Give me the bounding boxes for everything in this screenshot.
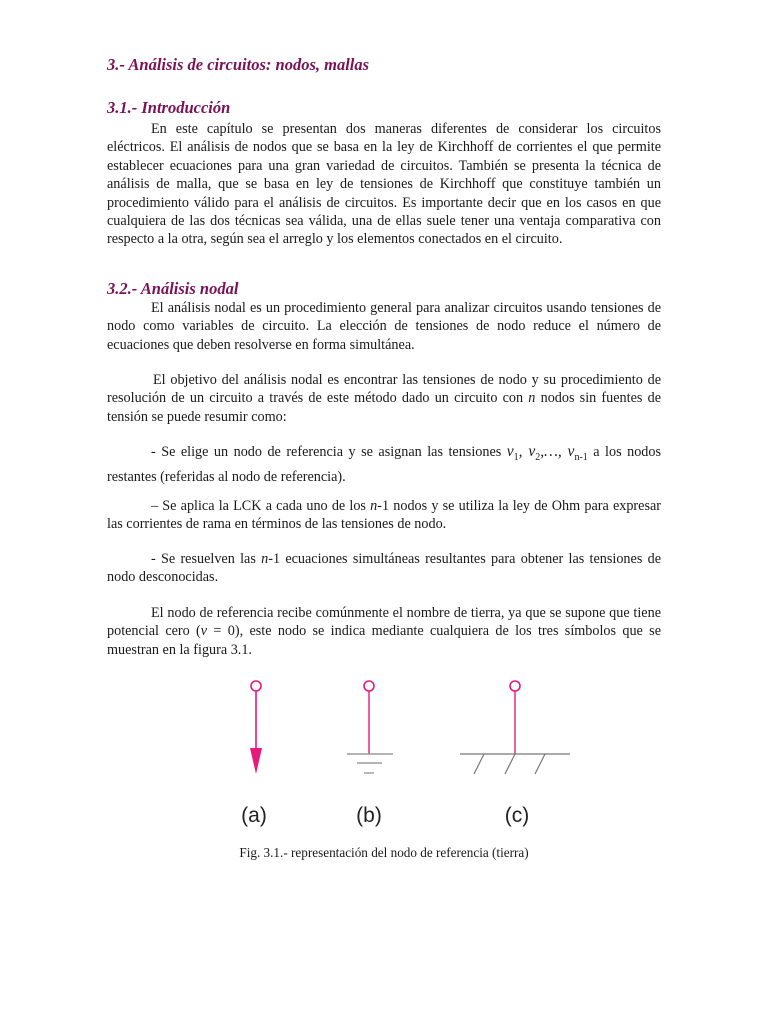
node-terminal-c xyxy=(510,681,520,691)
step-3: - Se resuelven las n-1 ecuaciones simultáneas resultantes para obtener las tensiones de nodo desconocidas. xyxy=(107,551,662,586)
paragraph-nodal-1: El análisis nodal es un procedimiento general para analizar circuitos usando tensiones de nodo como variables de circuito. La elección de tensiones de nodo reduce el número de ecuaciones que deben resolverse en forma simultánea. xyxy=(107,300,661,353)
section-title-analisis-nodal: 3.2.- Análisis nodal xyxy=(107,279,239,298)
section-title-introduccion: 3.1.- Introducción xyxy=(107,98,231,117)
node-terminal-a xyxy=(251,681,261,691)
ground-symbol-c xyxy=(460,681,570,774)
ground-symbols-figure xyxy=(238,670,578,830)
label-c: (c) xyxy=(504,804,530,827)
chapter-title: 3.- Análisis de circuitos: nodos, mallas xyxy=(107,55,370,74)
step-1: - Se elige un nodo de referencia y se asignan las tensiones $v_1$, $v_2,\dots$, $v_{n-1}$ a los nodos restantes (referidas al nodo de referencia). xyxy=(107,443,661,485)
paragraph-reference-node: El nodo de referencia recibe comúnmente el nombre de tierra, ya que se supone que tiene potencial cero (v = 0), este nodo se indica mediante cualquiera de los tres símbolos que se muestran en la figura 3.1. xyxy=(107,605,661,658)
paragraph-nodal-2: El objetivo del análisis nodal es encontrar las tensiones de nodo y su procedimiento de resolución de un circuito a través de este método dado un circuito con n nodos sin fuentes de tensión se puede resumir como: xyxy=(107,372,661,425)
ground-symbol-a xyxy=(250,681,262,774)
step-2: – Se aplica la LCK a cada uno de los n-1 nodos y se utiliza la ley de Ohm para expresar las corrientes de rama en términos de las tensiones de nodo. xyxy=(107,498,661,533)
label-a: (a) xyxy=(241,804,267,827)
node-terminal-b xyxy=(364,681,374,691)
figure-caption: Fig. 3.1.- representación del nodo de referencia (tierra) xyxy=(239,845,529,860)
ground-symbol-b xyxy=(347,681,393,773)
label-b: (b) xyxy=(356,804,382,827)
arrow-head-a xyxy=(250,748,262,774)
node-voltage-variables: $v_1$, $v_2,\dots$, $v_{n-1}$ xyxy=(506,443,588,464)
paragraph-intro: En este capítulo se presentan dos maneras diferentes de considerar los circuitos eléctricos. El análisis de nodos que se basa en la ley de Kirchhoff de corrientes el que permite establecer ecuaciones para una gran variedad de circuitos. También se presenta la técnica de análisis de malla, que se basa en ley de tensiones de Kirchhoff que constituye también un procedimiento válido para el análisis de circuitos. Es importante decir que en los casos en que cualquiera de las dos técnicas sea válida, una de ellas suele tener una ventaja comparativa con respecto a la otra, según sea el arreglo y los elementos conectados en el circuito. xyxy=(107,121,661,248)
